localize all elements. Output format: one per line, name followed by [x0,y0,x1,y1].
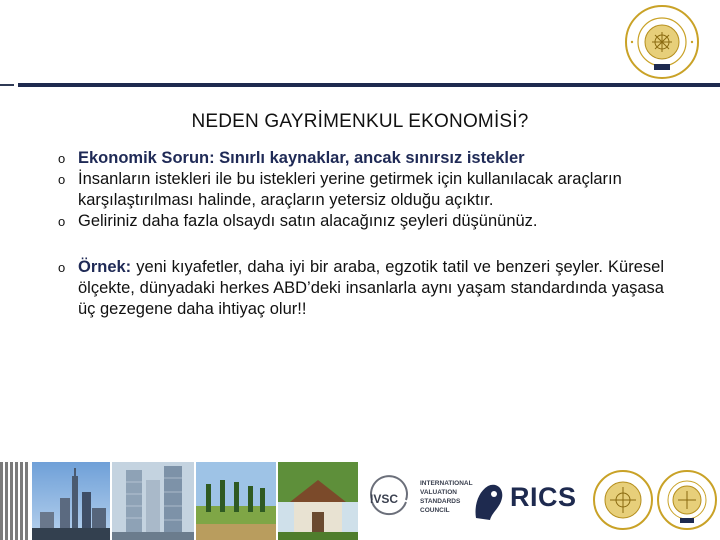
university-seal-logo [656,468,718,532]
city-skyline-image [32,462,110,540]
footer-stripes [0,462,30,540]
ivsc-text-line: STANDARDS [420,498,461,505]
ivsc-text-line: VALUATION [420,489,457,496]
ivsc-mark: IVSC [370,492,399,506]
bullet-item [58,148,664,169]
bullet-text-needs: İnsanların istekleri ile bu istekleri yerine getirmek için kullanılacak araçların karşılaştırılması halinde, araçların yetersiz olduğu açıktır. [78,170,622,209]
bullet-list [58,148,664,320]
bullet-item [58,257,664,320]
bullet-text-economic-problem: Ekonomik Sorun: Sınırlı kaynaklar, ancak sınırsız istekler [78,149,525,167]
bullet-text-example: yeni kıyafetler, daha iyi bir araba, egzotik tatil ve benzeri şeyler. Küresel ölçekte, dünyadaki herkes ABD’deki insanlarla aynı yaşam standardında yaşasa üç gezegene daha ihtiyaç olur!! [78,258,664,318]
footer-strip [0,462,720,540]
ivsc-text-line: INTERNATIONAL [420,480,473,487]
institute-seal-logo [592,468,654,532]
bullet-marker: o [58,151,66,166]
bullet-marker: o [58,172,66,187]
bullet-item [58,211,664,232]
university-seal-logo [624,4,700,80]
ivsc-text [420,479,473,515]
header-rule [18,83,720,87]
ivsc-text-line: COUNCIL [420,507,450,514]
rics-wordmark: RICS [510,482,577,512]
bullet-item [58,169,664,211]
bullet-marker: o [58,260,66,275]
bullet-label-example: Örnek: [78,258,132,276]
rics-lion-icon [470,478,508,522]
bullet-marker: o [58,214,66,229]
slide-title: NEDEN GAYRİMENKUL EKONOMİSİ? [191,111,529,132]
header-rule-short [0,84,14,86]
partner-logos [360,462,720,540]
landscape-image [196,462,276,540]
bullet-text-income: Geliriniz daha fazla olsaydı satın alacağınız şeyleri düşününüz. [78,212,538,230]
towers-image [112,462,194,540]
house-image [278,462,358,540]
